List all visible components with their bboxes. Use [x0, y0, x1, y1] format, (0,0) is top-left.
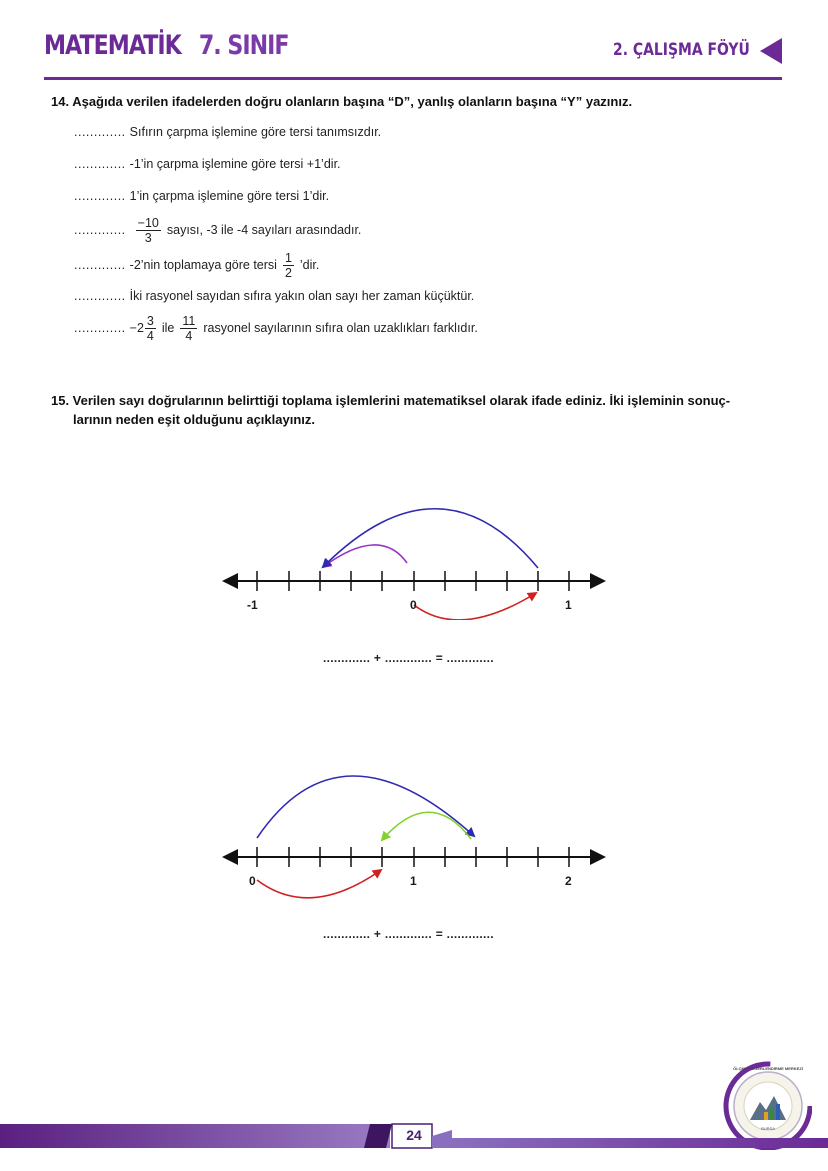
red-arrow	[414, 593, 536, 620]
answer-blank[interactable]: .............	[74, 258, 126, 272]
header-divider	[44, 77, 782, 80]
connector-text: ile	[161, 321, 175, 335]
q14-statement-5	[74, 247, 319, 283]
q14-statement-7	[74, 310, 478, 346]
blue-arrow	[257, 776, 474, 838]
answer-blank[interactable]: .............	[74, 189, 126, 203]
sheet-title	[613, 40, 750, 60]
fraction-numerator: 3	[146, 313, 154, 328]
mixed-whole: −2	[129, 321, 144, 335]
q14-statement-3	[74, 184, 329, 208]
statement-text-suffix: ’dir.	[299, 258, 320, 272]
fraction-denominator: 2	[284, 265, 292, 280]
answer-blank[interactable]: .............	[74, 125, 126, 139]
answer-line-1[interactable]: ............. + ............. = .............	[323, 651, 494, 665]
subject-name: MATEMATİK	[44, 30, 181, 61]
q15-title-line-2: larının neden eşit olduğunu açıklayınız.	[73, 412, 315, 427]
tick-label: 1	[410, 874, 417, 888]
statement-text: -1’in çarpma işlemine göre tersi +1’dir.	[129, 157, 341, 171]
fraction	[145, 314, 156, 343]
fraction-numerator: 11	[182, 313, 196, 328]
fraction-denominator: 4	[146, 328, 154, 343]
fraction	[136, 216, 161, 245]
mixed-number	[130, 314, 162, 343]
logo-text: ÖLÇME DEĞERLENDİRME MERKEZİ	[733, 1066, 803, 1071]
tick-label: 0	[410, 598, 417, 612]
answer-blank[interactable]: .............	[74, 321, 126, 335]
fraction-numerator: 1	[284, 250, 292, 265]
fraction	[180, 314, 197, 343]
tick-label: -1	[247, 598, 258, 612]
green-arrow	[382, 812, 471, 840]
tick-label: 0	[249, 874, 256, 888]
page-number: 24	[406, 1127, 422, 1143]
q14-statement-6	[74, 284, 474, 308]
fraction-denominator: 3	[144, 230, 152, 245]
q14-statement-2	[74, 152, 341, 176]
left-arrow-icon	[758, 36, 784, 66]
q14-statement-1	[74, 120, 381, 144]
fraction	[283, 251, 294, 280]
statement-text: rasyonel sayılarının sıfıra olan uzaklıkları farklıdır.	[203, 321, 478, 335]
blue-arrow	[323, 509, 538, 568]
fraction-numerator: −10	[137, 215, 159, 230]
answer-blank[interactable]: .............	[74, 157, 126, 171]
fraction-denominator: 4	[185, 328, 193, 343]
statement-text: sayısı, -3 ile -4 sayıları arasındadır.	[166, 223, 362, 237]
answer-blank[interactable]: .............	[74, 223, 126, 237]
subject-title	[44, 30, 289, 61]
sheet-title-text: 2. ÇALIŞMA FÖYÜ	[613, 40, 750, 60]
statement-text: 1’in çarpma işlemine göre tersi 1’dir.	[129, 189, 330, 203]
tick-label: 1	[565, 598, 572, 612]
statement-text: İki rasyonel sayıdan sıfıra yakın olan sayı her zaman küçüktür.	[129, 289, 475, 303]
statement-text: Sıfırın çarpma işlemine göre tersi tanımsızdır.	[129, 125, 382, 139]
q15-title-line-1: 15. Verilen sayı doğrularının belirttiği toplama işlemlerini matematiksel olarak ifade ediniz. İki işleminin sonuç-	[51, 393, 731, 408]
svg-text:BURSA: BURSA	[761, 1126, 775, 1131]
answer-blank[interactable]: .............	[74, 289, 126, 303]
q14-statement-4	[74, 212, 361, 248]
tick-label: 2	[565, 874, 572, 888]
red-arrow	[257, 870, 381, 898]
statement-text: -2’nin toplamaya göre tersi	[129, 258, 277, 272]
grade-label: 7. SINIF	[198, 30, 289, 61]
answer-line-2[interactable]: ............. + ............. = .............	[323, 927, 494, 941]
q14-title: 14. Aşağıda verilen ifadelerden doğru olanların başına “D”, yanlış olanların başına “Y” yazınız.	[51, 94, 633, 109]
